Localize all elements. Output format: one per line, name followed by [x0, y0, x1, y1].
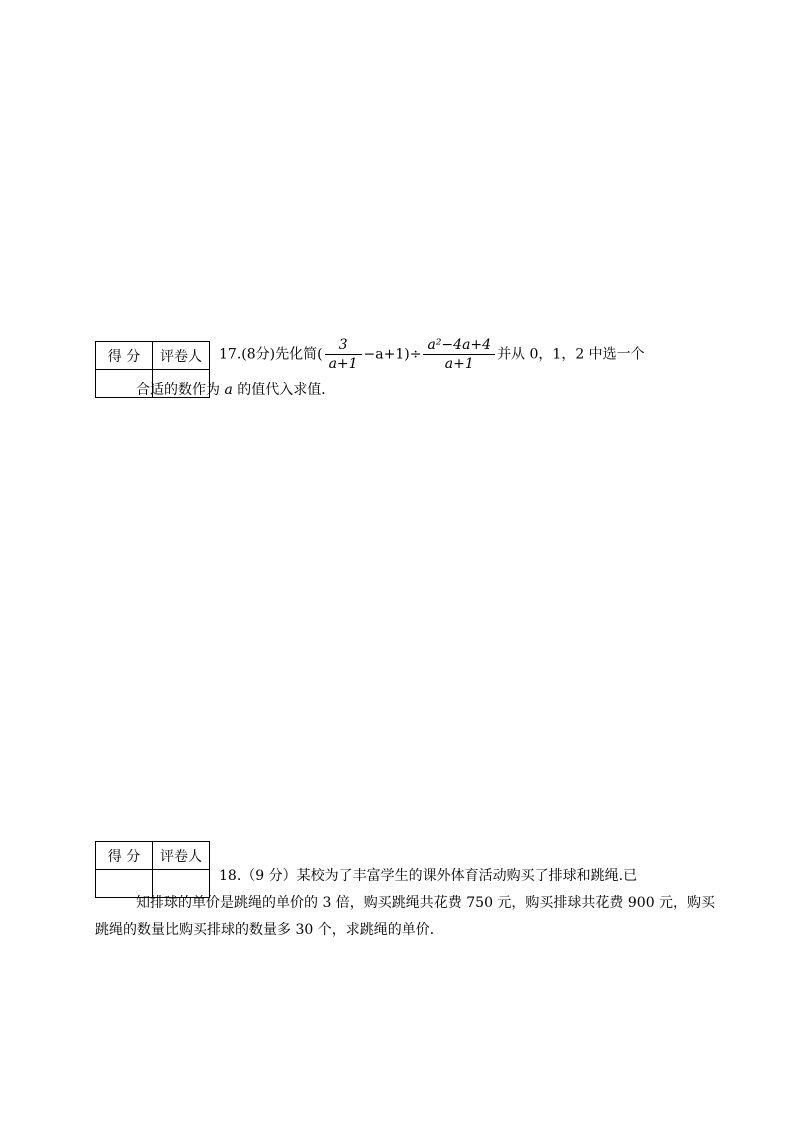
- q17-fraction-2: [423, 336, 495, 373]
- q17-fraction-1: [325, 336, 362, 373]
- score-header: 得 分: [96, 842, 153, 870]
- grader-header: 评卷人: [153, 842, 210, 870]
- q18-score-table: [95, 841, 210, 898]
- q17-line1: [219, 336, 645, 373]
- q17-mid-expression: −a+1)÷: [363, 346, 422, 363]
- score-header: 得 分: [96, 342, 153, 370]
- q18-line2: 知排球的单价是跳绳的单价的 3 倍，购买跳绳共花费 750 元，购买排球共花费 900 元，购买: [136, 895, 716, 911]
- fraction-numerator: 3: [325, 336, 362, 355]
- q17-line2-text-a: 合适的数作为: [136, 382, 225, 398]
- fraction-denominator: a+1: [328, 356, 358, 372]
- q18-line3: 跳绳的数量比购买排球的数量多 30 个，求跳绳的单价．: [95, 922, 444, 938]
- grader-header: 评卷人: [153, 342, 210, 370]
- q17-prefix: 17.(8分)先化简(: [219, 346, 323, 363]
- q17-variable: a: [224, 382, 233, 398]
- q17-line2-text-b: 的值代入求值．: [232, 382, 336, 398]
- q17-line2: [136, 380, 335, 400]
- fraction-denominator: a+1: [444, 356, 474, 372]
- q17-suffix: 并从 0，1，2 中选一个: [497, 346, 645, 363]
- q18-line1: 18.（9 分）某校为了丰富学生的课外体育活动购买了排球和跳绳.已: [219, 868, 638, 884]
- fraction-numerator: a²−4a+4: [423, 336, 495, 355]
